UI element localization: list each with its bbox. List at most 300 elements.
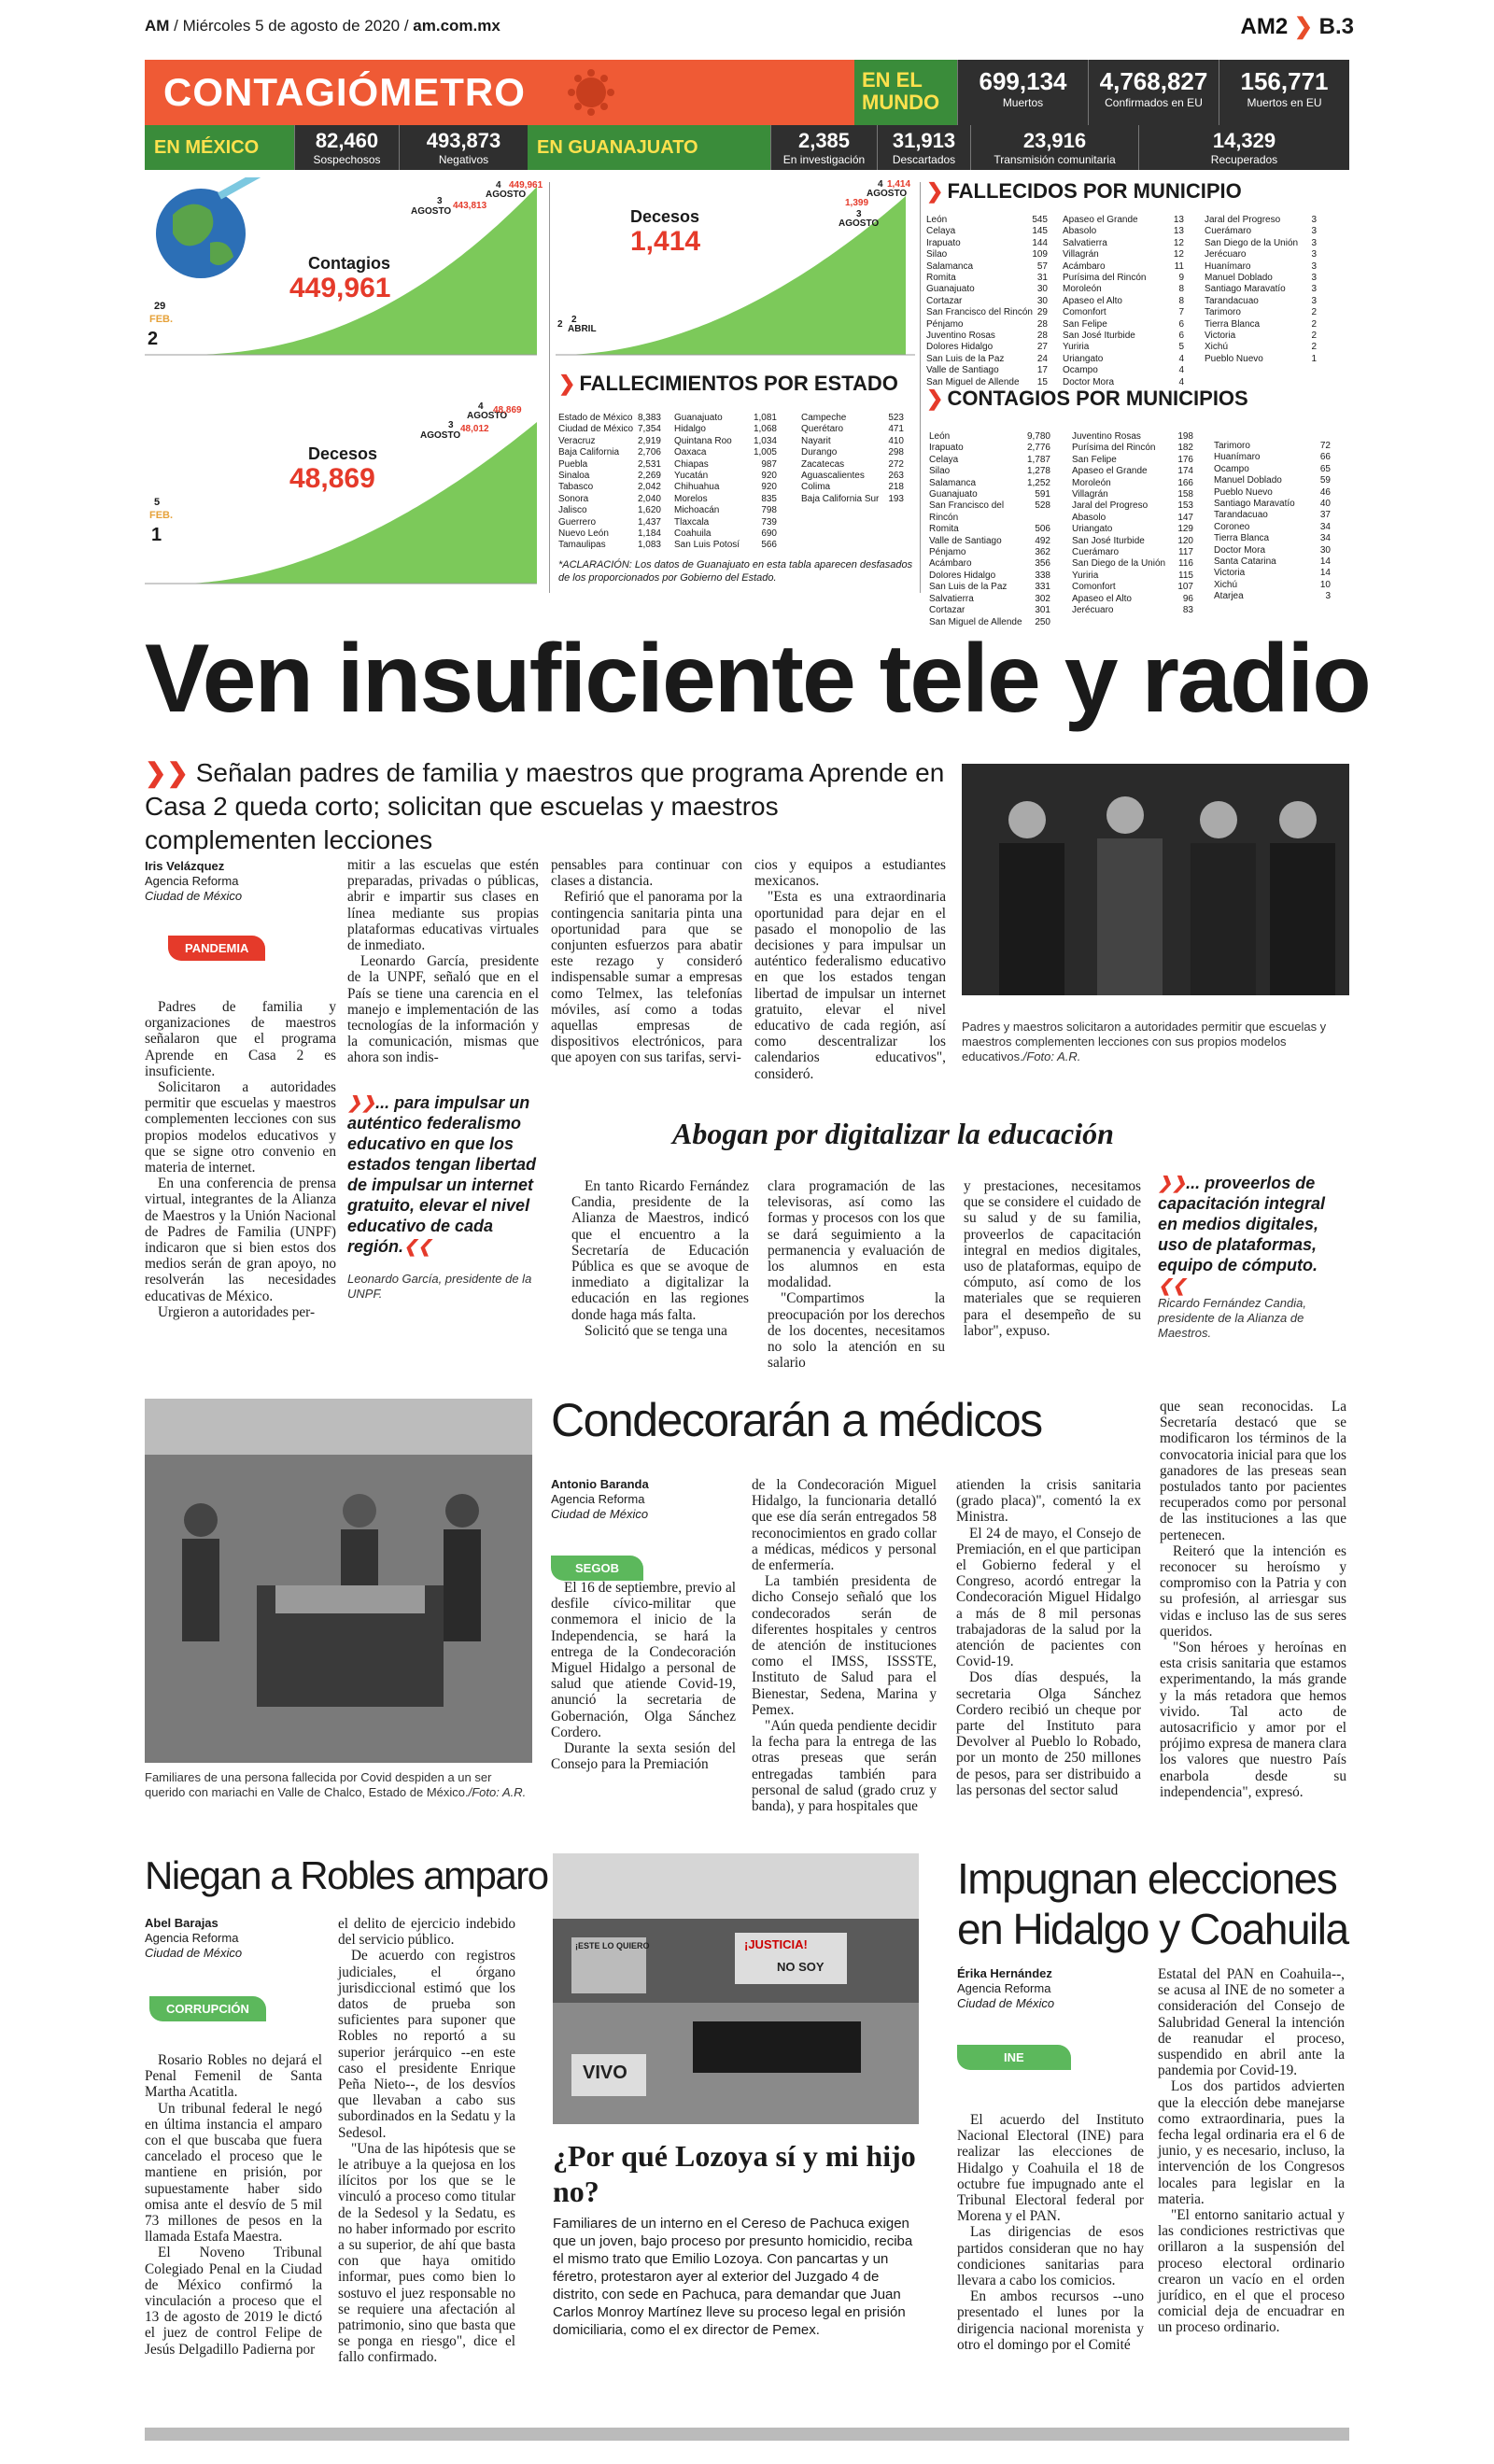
row-name: Xichú (1205, 342, 1229, 353)
table-row (926, 273, 1048, 284)
chevron-double-left-icon: ❮❮ (403, 1237, 432, 1256)
row-name: Pueblo Nuevo (1214, 486, 1273, 498)
row-name: Aguascalientes (801, 471, 865, 482)
row-value: 30 (1036, 295, 1048, 306)
row-value: 2 (1311, 307, 1317, 318)
decesos-gto-day4: 4 (878, 179, 883, 190)
row-value: 3 (1311, 295, 1317, 306)
contagios-day3: 3 (437, 196, 443, 206)
estados-col-2 (674, 413, 777, 552)
folio-date: Miércoles 5 de agosto de 2020 (182, 17, 401, 35)
table-row (1063, 215, 1184, 226)
main-deck (145, 756, 948, 857)
row-name: Irapuato (926, 237, 961, 248)
row-name: León (926, 215, 948, 225)
robles-byline (145, 1916, 313, 1961)
row-name: Guerrero (558, 516, 597, 528)
estados-col-1 (558, 413, 661, 552)
city: Ciudad de México (551, 1507, 649, 1521)
row-name: San Diego de la Unión (1072, 558, 1166, 570)
contagios-agosto3: AGOSTO (411, 206, 452, 217)
table-row (929, 582, 1050, 593)
agency: Agencia Reforma (551, 1492, 645, 1506)
row-name: Zacatecas (801, 458, 845, 470)
row-name: Sinaloa (558, 471, 590, 482)
row-name: Salvatierra (929, 593, 974, 604)
row-name: Victoria (1214, 568, 1246, 579)
row-name: San Diego de la Unión (1205, 237, 1299, 248)
folio-site[interactable]: am.com.mx (413, 17, 500, 35)
contagios-mun-title: CONTAGIOS POR MUNICIPIOS (947, 387, 1248, 410)
lozoya-headline: ¿Por qué Lozoya sí y mi hijo no? (553, 2139, 916, 2208)
table-row (674, 528, 777, 540)
table-row (1063, 261, 1184, 273)
row-value: 129 (1177, 524, 1193, 535)
funeral-photo-image (145, 1399, 532, 1763)
pull-quote-2-source: Ricardo Fernández Candia, presidente de la Alianza de Maestros. (1158, 1296, 1306, 1340)
hidalgo-byline (957, 1966, 1144, 2011)
chevron-right-icon: ❯ (926, 387, 944, 410)
table-row (1063, 284, 1184, 295)
medicos-col-2 (752, 1477, 937, 1814)
row-value: 27 (1036, 342, 1048, 353)
paragraph: Leonardo García, presidente de la UNPF, señaló que en el País se tiene una carencia en el manejo e implementación de las tecnologías de la información y la comunicación, mismas que ahora son indis- (347, 953, 539, 1066)
funeral-photo (145, 1399, 532, 1763)
table-row (929, 443, 1050, 454)
table-row (558, 413, 661, 424)
estados-heading (558, 372, 898, 396)
row-value: 34 (1319, 533, 1331, 544)
row-value: 193 (888, 493, 904, 504)
stat-number: 14,329 (1212, 129, 1276, 152)
main-col-2 (347, 857, 539, 1066)
table-row (926, 319, 1048, 331)
table-row (1063, 319, 1184, 331)
table-row (926, 284, 1048, 295)
row-value: 37 (1319, 510, 1331, 521)
row-name: Tamaulipas (558, 540, 606, 551)
fallecidos-col-3 (1205, 215, 1317, 365)
row-value: 120 (1177, 535, 1193, 546)
page-section: AM2 (1240, 14, 1289, 39)
paragraph: mitir a las escuelas que estén preparadas, privadas o públicas, abrir e impartir sus clases en línea mediante sus propias plataformas educativas virtuales de inmediato. (347, 857, 539, 954)
row-value: 1,620 (637, 505, 661, 516)
table-row (929, 524, 1050, 535)
row-value: 153 (1177, 500, 1193, 512)
table-row (929, 431, 1050, 443)
row-value: 471 (888, 424, 904, 435)
row-value: 182 (1177, 443, 1193, 454)
row-name: Coroneo (1214, 521, 1250, 532)
page-num: B.3 (1318, 14, 1354, 39)
paragraph: el delito de ejercicio indebido del servicio público. (338, 1916, 515, 1949)
row-name: Tarimoro (1205, 307, 1241, 318)
table-row (1214, 545, 1331, 556)
paragraph: "Aún queda pendiente decidir la fecha para la entrega de las otras preseas que serán entregadas también para personal de salud (grado cruz y banda), y para hospitales que (752, 1718, 937, 1815)
row-name: San José Iturbide (1072, 535, 1145, 546)
row-name: Tarandacuao (1205, 295, 1259, 306)
row-name: Salamanca (926, 260, 974, 272)
paragraph: Rosario Robles no dejará el Penal Femenil de Santa Martha Acatitla. (145, 2052, 322, 2101)
decesos-gto-start-day: 2 (571, 315, 577, 325)
tag-label: PANDEMIA (168, 936, 265, 961)
table-row (1072, 466, 1193, 477)
table-row (929, 478, 1050, 489)
footer-bar (145, 2428, 1349, 2441)
row-value: 492 (1035, 535, 1050, 546)
row-name: Victoria (1205, 331, 1236, 342)
row-name: Tierra Blanca (1205, 318, 1261, 330)
sub-col-3 (964, 1178, 1141, 1339)
row-value: 46 (1319, 486, 1331, 498)
mundo-label: EN EL MUNDO (854, 60, 957, 125)
row-name: Baja California Sur (801, 493, 880, 504)
row-value: 835 (761, 493, 777, 504)
row-name: Jalisco (558, 505, 587, 516)
row-value: 2,269 (637, 471, 661, 482)
row-name: Valle de Santiago (929, 535, 1002, 546)
contagios-label: Contagios (308, 254, 390, 273)
row-value: 690 (761, 528, 777, 540)
table-row (801, 471, 904, 482)
table-row (1214, 510, 1331, 521)
row-value: 59 (1319, 475, 1331, 486)
row-name: Ocampo (1063, 365, 1098, 376)
row-value: 331 (1035, 582, 1050, 593)
row-name: Jerécuaro (1072, 605, 1114, 616)
table-row (1063, 365, 1184, 376)
table-row (929, 547, 1050, 558)
protest-photo (553, 1853, 919, 2124)
row-value: 506 (1035, 524, 1050, 535)
page-folio: AM / Miércoles 5 de agosto de 2020 / am.com.mx (145, 17, 500, 35)
stat-number: 493,873 (426, 129, 501, 152)
row-value: 2 (1311, 342, 1317, 353)
table-row (1063, 238, 1184, 249)
contagiometro-bar (145, 60, 1349, 125)
paragraph: Reiteró que la intención es reconocer su heroísmo y compromiso con la Patria y con su profesión, al arriesgar sus vidas e incluso las de sus seres queridos. (1160, 1542, 1346, 1640)
table-row (558, 424, 661, 435)
protest-banner-1: ¡JUSTICIA! (744, 1937, 808, 1951)
table-row (1072, 570, 1193, 582)
table-row (558, 447, 661, 458)
paragraph: La también presidenta de dicho Consejo señaló que los condecorados serán de diferentes hospitales y centros de atención de instituciones como el IMSS, ISSSTE, Instituto de Salud para el Bienestar, Sedena, Marina y Pemex. (752, 1573, 937, 1718)
table-row (926, 296, 1048, 307)
estados-title: FALLECIMIENTOS POR ESTADO (579, 372, 898, 395)
row-value: 12 (1173, 237, 1184, 248)
row-value: 2,040 (637, 493, 661, 504)
decesos-mx-agosto3: AGOSTO (420, 430, 461, 441)
row-name: Santa Catarina (1214, 556, 1276, 568)
paragraph: Dos días después, la secretaria Olga Sánchez Cordero recibió un cheque por parte del Instituto para Devolver al Pueblo lo Robado, por un monto de 250 millones de pesos, para ser distribuido a las personas del sector salud (956, 1669, 1141, 1798)
table-row (674, 459, 777, 471)
row-name: Quintana Roo (674, 435, 732, 446)
row-name: Dolores Hidalgo (926, 342, 994, 353)
row-value: 1,081 (753, 413, 777, 423)
stat-number: 4,768,827 (1099, 67, 1208, 95)
row-name: Michoacán (674, 505, 720, 516)
row-value: 798 (761, 505, 777, 516)
contagios-start-value: 2 (148, 329, 159, 349)
row-name: Pénjamo (929, 547, 966, 558)
row-value: 250 (1035, 616, 1050, 627)
row-name: San Francisco del Rincón (929, 500, 1005, 523)
row-name: Salamanca (929, 477, 977, 488)
robles-col-1 (145, 2052, 322, 2358)
table-row (801, 482, 904, 493)
main-col-3 (551, 857, 742, 1066)
row-value: 107 (1177, 582, 1193, 593)
row-name: Yuriria (1063, 342, 1090, 353)
decesos-mx-start-value: 1 (151, 525, 162, 545)
row-name: Tarandacuao (1214, 510, 1268, 521)
row-name: Comonfort (1072, 582, 1116, 593)
table-row (1214, 475, 1331, 486)
row-value: 338 (1035, 570, 1050, 581)
author: Antonio Baranda (551, 1477, 649, 1491)
row-name: Colima (801, 482, 831, 493)
stat-label: Muertos (1002, 96, 1044, 109)
row-name: Manuel Doblado (1205, 273, 1273, 284)
table-row (1072, 605, 1193, 616)
gto-stat-descartados (877, 125, 970, 170)
table-row (926, 365, 1048, 376)
segob-tag (551, 1556, 643, 1581)
contagiometro-title (145, 60, 854, 125)
row-value: 1,068 (753, 424, 777, 435)
chevron-right-icon: ❯ (1293, 14, 1313, 39)
table-row (1205, 296, 1317, 307)
table-row (674, 505, 777, 516)
row-value: 24 (1036, 353, 1048, 364)
caption-text: Familiares de una persona fallecida por Covid despiden a un ser querido con mariachi en Valle de Chalco, Estado de México. (145, 1770, 492, 1799)
row-value: 920 (761, 471, 777, 482)
table-row (1072, 582, 1193, 593)
decesos-mx-start-month: FEB. (149, 510, 174, 521)
stat-label: Muertos en EU (1247, 96, 1322, 109)
decesos-mx-agosto4: AGOSTO (467, 411, 508, 421)
row-name: Purísima del Rincón (1063, 273, 1147, 284)
row-name: Apaseo el Grande (1063, 215, 1138, 225)
row-value: 15 (1036, 376, 1048, 387)
contagios-value: 449,961 (289, 273, 391, 303)
row-value: 591 (1035, 489, 1050, 500)
decesos-mx-v3: 48,012 (460, 424, 489, 434)
row-value: 7,354 (637, 424, 661, 435)
row-name: Nuevo León (558, 528, 609, 540)
row-name: San Miguel de Allende (929, 616, 1022, 627)
row-value: 2,919 (637, 435, 661, 446)
row-name: Santiago Maravatío (1214, 499, 1295, 510)
row-value: 528 (1035, 500, 1050, 512)
row-value: 3 (1311, 237, 1317, 248)
agency: Agencia Reforma (957, 1981, 1051, 1995)
row-value: 302 (1035, 593, 1050, 604)
paragraph: Durante la sexta sesión del Consejo para la Premiación (551, 1740, 736, 1773)
table-row (929, 570, 1050, 582)
stat-number: 23,916 (1022, 129, 1087, 152)
row-name: Guanajuato (926, 284, 975, 295)
gto-stat-recuperados (1138, 125, 1349, 170)
paragraph: pensables para continuar con clases a distancia. (551, 857, 742, 890)
author: Érika Hernández (957, 1966, 1052, 1980)
row-value: 57 (1036, 260, 1048, 272)
table-row (929, 605, 1050, 616)
table-row (558, 517, 661, 528)
table-row (1205, 249, 1317, 260)
table-row (1214, 568, 1331, 579)
row-value: 10 (1319, 579, 1331, 590)
decesos-gto-value: 1,414 (630, 226, 701, 257)
row-name: Pénjamo (926, 318, 964, 330)
table-row (1072, 547, 1193, 558)
paragraph: "Compartimos la preocupación por los derechos de los docentes, necesitamos no solo la atención en su salario (768, 1290, 945, 1372)
row-value: 4 (1178, 365, 1184, 376)
stat-label: Recuperados (1210, 153, 1278, 166)
table-row (674, 447, 777, 458)
row-name: Atarjea (1214, 591, 1244, 602)
row-name: Doctor Mora (1214, 544, 1266, 556)
protest-banner-2: NO SOY (777, 1960, 825, 1974)
tag-label: SEGOB (551, 1556, 643, 1581)
row-name: Coahuila (674, 528, 712, 540)
row-name: Cuerámaro (1205, 226, 1252, 237)
lozoya-body: Familiares de un interno en el Cereso de Pachuca exigen que un joven, bajo proceso por presunto homicidio, reciba el mismo trato que Emilio Lozoya. Con pancartas y un féretro, protestaron ayer al exterior del Juzgado 4 de distrito, con sede en Pachuca, para demandar que Juan Carlos Monroy Martínez lleve su proceso legal en prisión domiciliaria, como el ex director de Pemex. (553, 2216, 913, 2338)
row-name: Huanímaro (1214, 452, 1261, 463)
row-value: 1,083 (637, 540, 661, 551)
row-value: 9 (1178, 273, 1184, 284)
table-row (926, 354, 1048, 365)
table-row (929, 489, 1050, 500)
agency: Agencia Reforma (145, 874, 239, 888)
row-name: San José Iturbide (1063, 331, 1135, 342)
row-value: 3 (1311, 226, 1317, 237)
row-name: Apaseo el Grande (1072, 466, 1148, 477)
row-value: 13 (1173, 226, 1184, 237)
row-name: Uriangato (1063, 353, 1104, 364)
row-value: 11 (1174, 260, 1184, 272)
fallecidos-col-2 (1063, 215, 1184, 388)
table-row (929, 594, 1050, 605)
row-name: Romita (929, 524, 959, 535)
row-value: 1,184 (637, 528, 661, 540)
paragraph: Un tribunal federal le negó en última instancia el amparo con el que buscaba que fuera cancelado el proceso que le mantiene en prisión, por supuestamente haber sido omisa ante el desvío de 5 mil 73 millones de pesos en la llamada Estafa Maestra. (145, 2100, 322, 2246)
row-value: 29 (1036, 307, 1048, 318)
table-row (558, 436, 661, 447)
row-name: Santiago Maravatío (1205, 284, 1286, 295)
row-value: 166 (1177, 477, 1193, 488)
row-name: Juventino Rosas (1072, 431, 1141, 442)
page-number (1241, 13, 1354, 40)
row-value: 28 (1036, 331, 1048, 342)
paragraph: El Noveno Tribunal Colegiado Penal en la Ciudad de México confirmó la vinculación a proceso que el 13 de agosto de 2019 le dictó el juez de control Felipe de Jesús Delgadillo Padierna por (145, 2245, 322, 2358)
row-name: Sonora (558, 493, 589, 504)
table-row (1205, 238, 1317, 249)
row-value: 6 (1178, 318, 1184, 330)
row-name: Estado de México (558, 413, 633, 423)
decesos-mx-v4: 48,869 (493, 405, 522, 415)
row-value: 7 (1178, 307, 1184, 318)
row-value: 1,005 (753, 447, 777, 458)
main-byline (145, 859, 331, 904)
row-name: Querétaro (801, 424, 844, 435)
row-name: Irapuato (929, 443, 964, 454)
table-row (926, 261, 1048, 273)
row-name: Hidalgo (674, 424, 706, 435)
row-name: Jaral del Progreso (1205, 215, 1281, 225)
paragraph: En tanto Ricardo Fernández Candia, presidente de la Alianza de Maestros, indicó que el encuentro a la Secretaría de Educación Pública es que se avoque de inmediato a digitalizar la educación en las regiones donde haga más falta. (571, 1178, 749, 1323)
table-row (558, 505, 661, 516)
table-row (674, 482, 777, 493)
photo-credit: /Foto: A.R. (468, 1785, 527, 1799)
row-name: Jaral del Progreso (1072, 500, 1149, 512)
stat-label: Transmisión comunitaria (994, 153, 1116, 166)
table-row (674, 471, 777, 482)
paragraph: Solicitó que se tenga una (585, 1322, 727, 1339)
row-value: 2 (1311, 331, 1317, 342)
paragraph: "Son héroes y heroínas en esta crisis sanitaria que estamos experimentando, la más grande y la más retadora que hemos vivido. Tal acto de autosacrificio y amor por el prójimo expresa de manera clara los valores que nuestro País enarbola desde su independencia", expresó. (1160, 1640, 1346, 1800)
paragraph: En ambos recursos --uno presentado el lunes por la dirigencia nacional morenista y otro el domingo por el Comité (957, 2288, 1144, 2353)
table-row (674, 540, 777, 551)
row-value: 28 (1036, 318, 1048, 330)
decesos-gto-agosto4: AGOSTO (867, 189, 908, 199)
row-value: 2,776 (1026, 443, 1050, 454)
row-name: San Felipe (1063, 318, 1107, 330)
table-row (1205, 261, 1317, 273)
row-value: 8 (1178, 284, 1184, 295)
row-name: Romita (926, 273, 956, 284)
city: Ciudad de México (957, 1996, 1055, 2010)
row-value: 523 (888, 413, 904, 423)
fallecidos-mun-heading (926, 179, 1242, 204)
row-name: Celaya (929, 454, 959, 465)
row-value: 96 (1182, 593, 1193, 604)
row-value: 66 (1319, 452, 1331, 463)
chevron-double-icon: ❯❯ (347, 1093, 376, 1112)
row-name: Yucatán (674, 471, 709, 482)
main-headline: Ven insuficiente tele y radio (145, 625, 1370, 733)
row-name: Valle de Santiago (926, 365, 999, 376)
gto-label: EN GUANAJUATO (528, 125, 770, 170)
row-value: 34 (1319, 521, 1331, 532)
pull-quote-2-text: ... proveerlos de capacitación integral en medios digitales, uso de plataformas, equipo de cómputo. (1158, 1174, 1326, 1274)
table-row (674, 436, 777, 447)
protest-sign-2: ¡ESTE LO QUIERO (575, 1941, 650, 1950)
contagios-start-month: FEB. (149, 314, 174, 325)
row-name: Morelos (674, 493, 708, 504)
row-value: 116 (1178, 558, 1193, 570)
stat-number: 699,134 (979, 67, 1067, 95)
decesos-mx-label: Decesos (308, 444, 378, 463)
chevron-double-icon: ❯❯ (145, 758, 189, 787)
stat-label: Descartados (892, 153, 956, 166)
hidalgo-col-2 (1158, 1966, 1345, 2336)
row-name: Tabasco (558, 482, 594, 493)
table-row (1205, 215, 1317, 226)
paragraph: que sean reconocidas. La Secretaría destacó que se modificaron los términos de la convocatoria inicial para que los ganadores de las preseas sean postulados tanto por pacientes recuperados como por personal de las instituciones a las que pertenecen. (1160, 1399, 1346, 1543)
table-row (1063, 226, 1184, 237)
table-row (929, 500, 1050, 524)
caption-text: Padres y maestros solicitaron a autoridades permitir que escuelas y maestros complementen lecciones con sus propios modelos educativos. (962, 1020, 1327, 1063)
paragraph: Refirió que el panorama por la contingencia sanitaria pinta una oportunidad para que se conjunten esfuerzos para abatir este rezago y consideró indispensable sumar a empresas como Telmex, las telefonías móviles, así como a todas aquellas empresas de dispositivos electrónicos, para que apoyen con sus tarifas, servi- (551, 889, 742, 1066)
row-name: Abasolo (1063, 226, 1097, 237)
decesos-mx-day3: 3 (448, 420, 454, 430)
row-name: Dolores Hidalgo (929, 570, 996, 581)
stat-label: Negativos (438, 153, 489, 166)
table-row (1205, 284, 1317, 295)
row-value: 2,042 (637, 482, 661, 493)
row-value: 109 (1032, 249, 1048, 260)
